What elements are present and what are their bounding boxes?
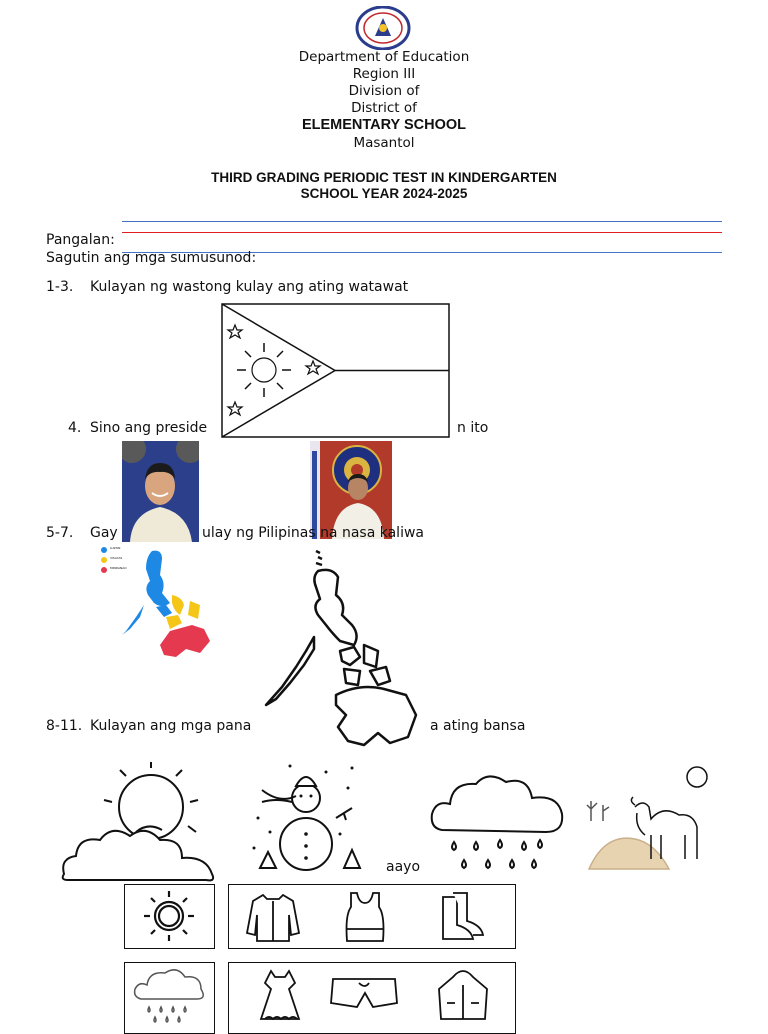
deped-seal-icon — [355, 6, 411, 50]
map-legend-visayas: VISAYAS — [110, 556, 123, 560]
q8-text-start: Kulayan ang mga pana — [90, 718, 252, 734]
q5-number: 5-7. — [46, 525, 74, 541]
instruction: Sagutin ang mga sumusunod: — [46, 250, 257, 266]
q4-text-start: Sino ang preside — [90, 420, 208, 436]
q5-text-end: ulay ng Pilipinas na nasa kaliwa — [202, 525, 424, 541]
q4-text-end: n ito — [457, 420, 489, 436]
jacket-icon — [247, 895, 299, 941]
name-line-middle[interactable] — [122, 232, 722, 233]
district: District of — [351, 100, 417, 116]
school-name: ELEMENTARY SCHOOL — [301, 117, 467, 133]
map-legend-luzon: LUZON — [110, 546, 121, 550]
sun-answer-box — [124, 884, 215, 949]
snowy-weather-icon[interactable] — [240, 758, 370, 878]
name-label: Pangalan: — [46, 232, 115, 248]
division: Division of — [348, 83, 420, 99]
desert-hot-weather-icon[interactable] — [585, 765, 715, 875]
rain-answer-box — [124, 962, 215, 1034]
department-name: Department of Education — [298, 49, 470, 65]
q5-text-start: Gay — [90, 525, 118, 541]
q1-text: Kulayan ng wastong kulay ang ating watawat — [90, 279, 409, 295]
hidden-text-fragment: aayo — [386, 859, 421, 875]
dress-icon — [261, 971, 299, 1019]
boots-icon — [443, 893, 483, 939]
q4-number: 4. — [68, 420, 82, 436]
clothing-box-2 — [228, 962, 516, 1034]
raincoat-icon — [439, 971, 487, 1019]
sunny-weather-icon[interactable] — [56, 762, 221, 882]
philippine-flag-outline[interactable] — [221, 303, 450, 438]
q8-text-end: a ating bansa — [430, 718, 526, 734]
colored-philippines-map — [100, 545, 212, 667]
map-legend-mindanao: MINDANAO — [110, 566, 127, 570]
tank-top-icon — [347, 893, 384, 941]
q1-number: 1-3. — [46, 279, 74, 295]
rainy-weather-icon[interactable] — [428, 770, 568, 880]
town: Masantol — [353, 135, 415, 151]
test-title: THIRD GRADING PERIODIC TEST IN KINDERGARTEN — [211, 170, 557, 185]
school-year: SCHOOL YEAR 2024-2025 — [300, 186, 468, 201]
philippines-outline-map[interactable] — [260, 545, 430, 753]
shorts-icon — [331, 979, 397, 1007]
region: Region III — [352, 66, 416, 82]
q8-number: 8-11. — [46, 718, 83, 734]
clothing-box-1 — [228, 884, 516, 949]
president-photo-1 — [122, 441, 199, 542]
name-line-top — [122, 221, 722, 222]
